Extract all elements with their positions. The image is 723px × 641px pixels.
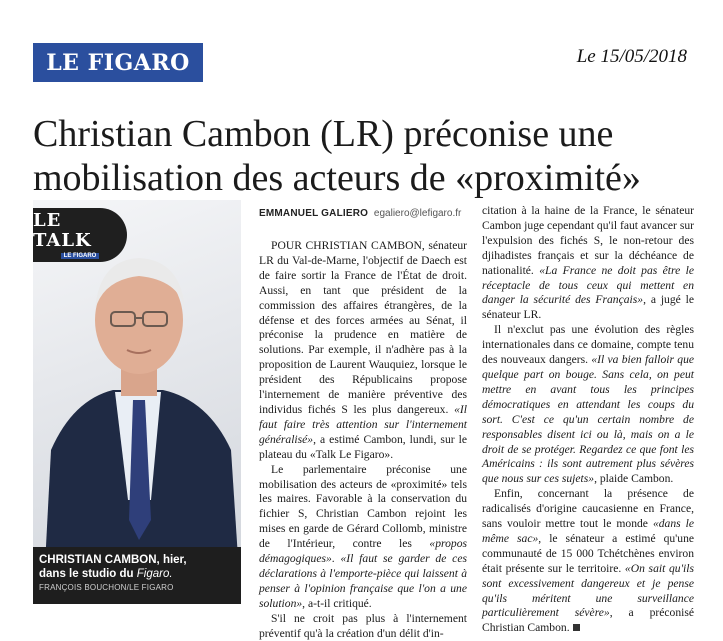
p1-text: POUR CHRISTIAN CAMBON, sénateur LR du Val-de-Marne, l'objectif de Daech est de faire sortir la France de l'État de droit. Aussi, en tant que président de la commission des affaires étrangères, de la défense et des forces armées au Sénat, il préconise la prudence en matière de solutions. Par exemple, il n'adhère pas à la proposition de Laurent Wauquiez, lorsque le président des Républicains propose l'internement de manière préventive des individus fichés S les plus dangereux. [259,239,467,416]
le-figaro-logo: LE FIGARO [33,43,203,82]
p1-tail: , a estimé Cambon, lundi, sur le plateau du «Talk Le Figaro». [259,432,467,461]
p4-text: Il n'exclut pas une évolution des règles internationales dans ce domaine, compte tenu des nouveaux dangers. [482,323,694,367]
p2-tail: , a-t-il critiqué. [302,596,372,610]
paragraph-3a: S'il ne croit pas plus à l'internement préventif qu'à la création d'un délit d'in- [259,611,467,640]
photo-credit: FRANÇOIS BOUCHON/LE FIGARO [39,583,174,592]
p2-text: Le parlementaire préconise une mobilisation des acteurs de «proximité» tels les maires. Favorable à la conservation du fichier S, Christian Cambon rejoint les mises en garde de Gérard Collomb, ministre de l'Intérieur, contre les [259,462,467,551]
caption-italic: Figaro. [136,568,173,580]
article-column-2 [482,204,694,636]
p2-quote-2: «Il faut se garder de ces déclarations à l'emporte-pièce qui laissent à penser à l'opinion française que l'on a une solution» [259,552,467,610]
paragraph-2 [259,463,467,612]
le-talk-badge [33,208,127,262]
p4-tail: , plaide Cambon. [594,472,674,486]
p1-quote: «Il faut faire très attention sur l'internement généralisé» [259,402,468,446]
p5-tail: , a préconisé Christian Cambon. [482,606,695,635]
author-email[interactable]: egaliero@lefigaro.fr [373,208,462,219]
portrait-photo [33,200,241,604]
paragraph-3 [482,204,694,323]
p3-text: citation à la haine de la France, le sénateur Cambon juge cependant qu'il faut avancer sur l'expulsion des fichés S, le non-retour des djihadistes français et sur la déchéance de nationalité. [482,204,694,277]
paragraph-5 [482,487,694,636]
p2-mid: . [331,552,335,566]
article-column-1 [259,239,467,641]
p4-quote: «Il va bien falloir que quelque part on bouge. Sans cela, on peut mettre en avant tous les principes démocratiques en attendant les coups du sort. C'est ce qu'un certain nombre de responsables disent ici ou là, mais on a le droit de se protéger. Regardez ce que font les Américains : ils sont autrement plus sévères que nous sur ces sujets» [482,353,695,486]
author-name: EMMANUEL GALIERO [259,208,369,219]
p5-mid: , le sénateur a estimé qu'une communauté de 15 000 Tchétchènes environ était présente sur le territoire. [482,531,695,575]
p5-quote-2: «On sait qu'ils sont excessivement dangereux et je pense qu'ils méritent une surveillance particulièrement sévère» [482,561,694,620]
p3-quote: «La France ne doit pas être le réceptacle de tous ceux qui mettent en danger la sécurité des Français» [482,263,694,307]
paragraph-4 [482,323,694,487]
publication-date: Le 15/05/2018 [576,46,687,67]
p3-tail: , a jugé le sénateur LR. [482,293,694,322]
paragraph-1 [259,239,467,463]
badge-subtitle: LE FIGARO [61,253,100,259]
caption-text: dans le studio du [39,568,134,580]
p5-text: Enfin, concernant la présence de radicalisés d'origine caucasienne en France, sans vouloir mettre tout le monde [482,487,694,531]
headline: Christian Cambon (LR) préconise une mobilisation des acteurs de «proximité» [33,113,641,199]
caption-bold: CHRISTIAN CAMBON, hier, [39,554,187,566]
p5-quote-1: «dans le même sac» [482,517,694,545]
badge-title: LE TALK [33,210,92,251]
photo-caption [33,547,241,604]
end-mark-icon [573,624,580,631]
p2-quote-1: «propos démagogiques» [259,537,467,566]
byline [259,208,461,219]
